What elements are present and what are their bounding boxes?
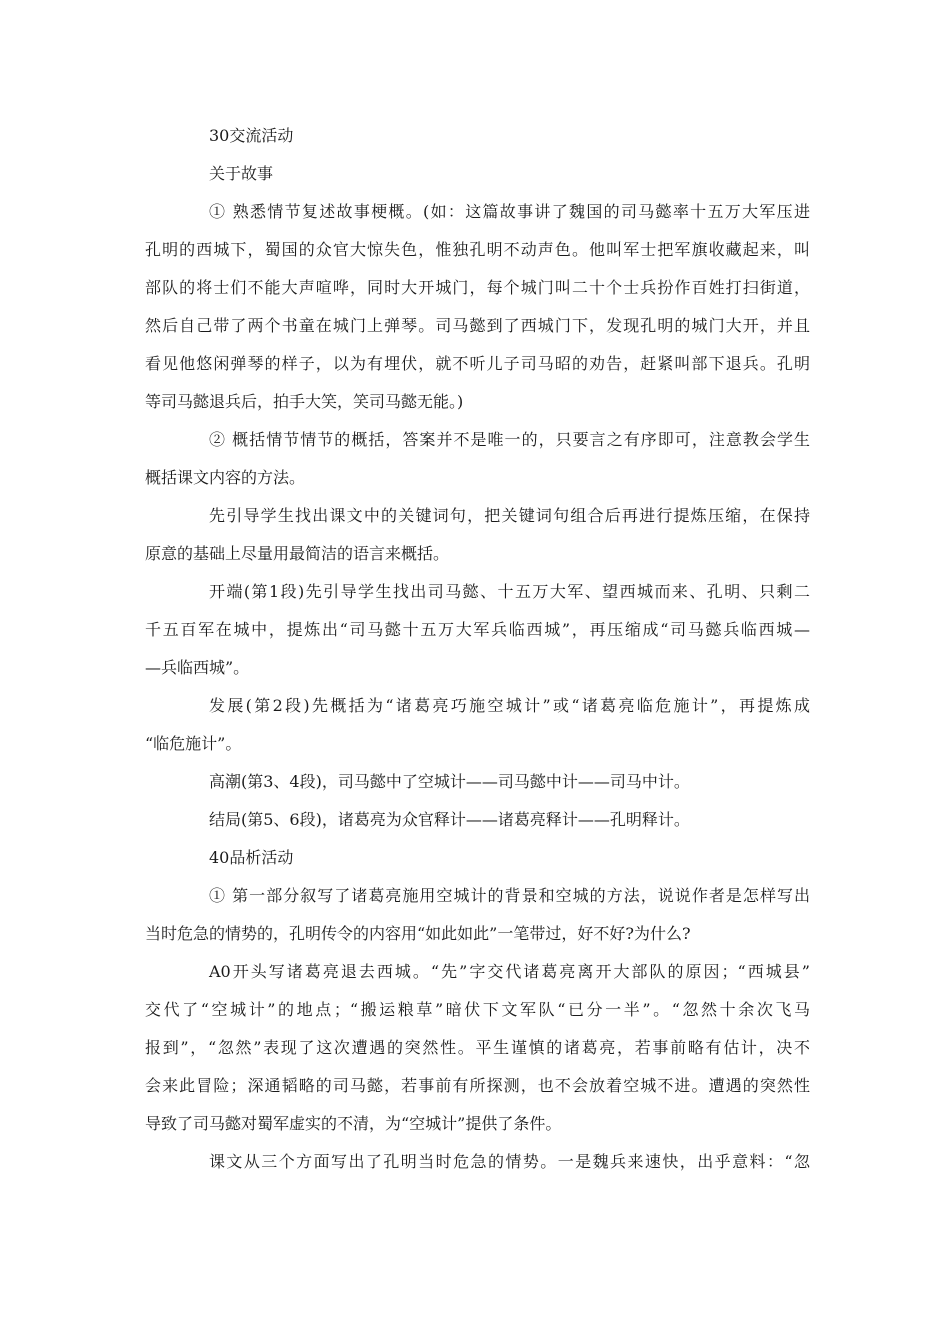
- paragraph-first-line: ① 第一部分叙写了诸葛亮施用空城计的背景和空城的方法，说说作者是怎样写出: [209, 886, 810, 905]
- paragraph-line: 看见他悠闲弹琴的样子，以为有埋伏，就不听儿子司马昭的劝告，赶紧叫部下退兵。孔明: [145, 354, 810, 373]
- heading-line: 30交流活动: [209, 126, 294, 145]
- paragraph-line: 部队的将士们不能大声喧哗，同时大开城门，每个城门叫二十个士兵扮作百姓打扫街道，: [145, 278, 810, 297]
- paragraph-first-line: 发展(第2段)先概括为“诸葛亮巧施空城计”或“诸葛亮临危施计”，再提炼成: [209, 696, 810, 715]
- heading-line: 40品析活动: [209, 848, 294, 867]
- paragraph-line: “临危施计”。: [145, 734, 242, 753]
- heading-line: 结局(第5、6段)，诸葛亮为众官释计——诸葛亮释计——孔明释计。: [209, 810, 690, 829]
- paragraph-line: 概括课文内容的方法。: [145, 468, 306, 487]
- paragraph-first-line: ① 熟悉情节复述故事梗概。(如：这篇故事讲了魏国的司马懿率十五万大军压进: [209, 202, 810, 221]
- heading-line: 关于故事: [209, 164, 274, 183]
- paragraph-line: 然后自己带了两个书童在城门上弹琴。司马懿到了西城门下，发现孔明的城门大开，并且: [145, 316, 810, 335]
- paragraph-line: 报到”，“忽然”表现了这次遭遇的突然性。平生谨慎的诸葛亮，若事前略有估计，决不: [145, 1038, 810, 1057]
- paragraph-first-line: 课文从三个方面写出了孔明当时危急的情势。一是魏兵来速快，出乎意料：“忽: [209, 1152, 810, 1171]
- paragraph-line: 千五百军在城中，提炼出“司马懿十五万大军兵临西城”，再压缩成“司马懿兵临西城—: [145, 620, 810, 639]
- paragraph-line: 原意的基础上尽量用最简洁的语言来概括。: [145, 544, 450, 563]
- paragraph-first-line: 开端(第1段)先引导学生找出司马懿、十五万大军、望西城而来、孔明、只剩二: [209, 582, 810, 601]
- paragraph-line: 等司马懿退兵后，拍手大笑，笑司马懿无能。): [145, 392, 464, 411]
- paragraph-line: 交代了“空城计”的地点；“搬运粮草”暗伏下文军队“已分一半”。“忽然十余次飞马: [145, 1000, 810, 1019]
- heading-line: 高潮(第3、4段)，司马懿中了空城计——司马懿中计——司马中计。: [209, 772, 690, 791]
- paragraph-line: 孔明的西城下，蜀国的众官大惊失色，惟独孔明不动声色。他叫军士把军旗收藏起来，叫: [145, 240, 810, 259]
- paragraph-first-line: A0开头写诸葛亮退去西城。“先”字交代诸葛亮离开大部队的原因；“西城县”: [209, 962, 810, 981]
- paragraph-first-line: 先引导学生找出课文中的关键词句，把关键词句组合后再进行提炼压缩，在保持: [209, 506, 810, 525]
- paragraph-line: 导致了司马懿对蜀军虚实的不清，为“空城计”提供了条件。: [145, 1114, 562, 1133]
- paragraph-line: 会来此冒险；深通韬略的司马懿，若事前有所探测，也不会放着空城不进。遭遇的突然性: [145, 1076, 810, 1095]
- document-body: [145, 117, 810, 1181]
- paragraph-first-line: ② 概括情节情节的概括，答案并不是唯一的，只要言之有序即可，注意教会学生: [209, 430, 810, 449]
- paragraph-line: 当时危急的情势的，孔明传令的内容用“如此如此”一笔带过，好不好?为什么?: [145, 924, 691, 943]
- paragraph-line: —兵临西城”。: [145, 658, 250, 677]
